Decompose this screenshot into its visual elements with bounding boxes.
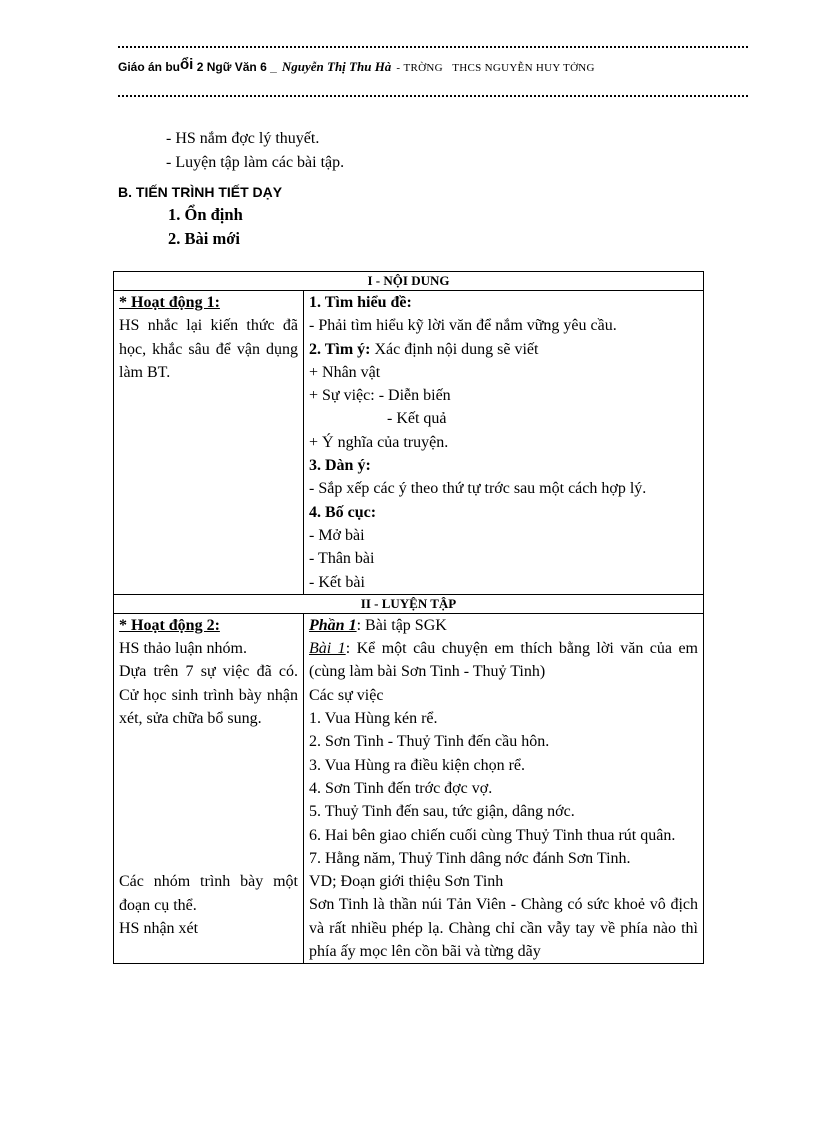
content-line: - Sắp xếp các ý theo thứ tự trớc sau một cách hợp lý. (309, 480, 647, 498)
section-b-heading: B. TIẾN TRÌNH TIẾT DẠY (118, 184, 283, 200)
events-title: Các sự việc (309, 686, 384, 704)
steps-list (168, 203, 243, 251)
content-line: + Ý nghĩa của truyện. (309, 433, 449, 451)
content2-cell (304, 613, 704, 963)
content-line: - Kết bài (309, 573, 365, 591)
header-dotted-rule (118, 95, 748, 97)
exercise-line: Bài 1: Kể một câu chuyện em thích bằng lời văn của em (cùng làm bài Sơn Tinh - Thuỷ Tinh) (309, 640, 698, 681)
intro-item: - Luyện tập làm các bài tập. (166, 154, 345, 171)
event-item: 7. Hằng năm, Thuỷ Tinh dâng nớc đánh Sơn Tinh. (309, 849, 631, 867)
content-line: 2. Tìm ý: Xác định nội dung sẽ viết (309, 340, 539, 358)
content1-cell (304, 291, 704, 595)
part-line: Phần 1: Bài tập SGK (309, 616, 447, 634)
content-line: - Phải tìm hiểu kỹ lời văn để nắm vững yêu cầu. (309, 317, 617, 335)
groups-text: Các nhóm trình bày một đoạn cụ thể. (119, 873, 298, 914)
header-author: Nguyễn Thị Thu Hà (281, 59, 392, 74)
activity2-label: * Hoạt động 2: (119, 616, 220, 634)
event-item: 1. Vua Hùng kén rể. (309, 710, 438, 728)
example-heading: VD; Đoạn giới thiệu Sơn Tinh (309, 873, 504, 891)
header-school-a: TRỜNG (403, 62, 443, 74)
event-item: 2. Sơn Tinh - Thuỷ Tinh đến cầu hôn. (309, 733, 550, 751)
section2-title: II - LUYỆN TẬP (114, 594, 704, 613)
content-heading: 4. Bố cục: (309, 503, 377, 521)
activity1-cell (114, 291, 304, 595)
step-item: 1. Ổn định (168, 205, 243, 224)
activity2-cell (114, 613, 304, 963)
content-line: - Kết quả (387, 410, 447, 428)
header-school-b: THCS NGUYỄN HUY TỞNG (452, 62, 595, 74)
event-item: 4. Sơn Tinh đến trớc đợc vợ. (309, 779, 493, 797)
example-paragraph: Sơn Tinh là thần núi Tản Viên - Chàng có sức khoẻ vô địch và rất nhiều phép lạ. Chàng chỉ cần vẫy tay về phía nào thì phía ấy mọc lên cồn bãi và từng dãy (309, 896, 698, 961)
activity1-label: * Hoạt động 1: (119, 294, 220, 311)
step-item: 2. Bài mới (168, 229, 240, 248)
activity2-line: HS thảo luận nhóm. (119, 640, 247, 658)
content-line: - Mở bài (309, 526, 365, 544)
event-item: 5. Thuỷ Tinh đến sau, tức giận, dâng nớc. (309, 803, 575, 821)
event-item: 3. Vua Hùng ra điều kiện chọn rể. (309, 756, 526, 774)
content-heading: 3. Dàn ý: (309, 457, 371, 475)
activity1-text: HS nhắc lại kiến thức đã học, khắc sâu để vận dụng làm BT. (119, 317, 298, 381)
event-item: 6. Hai bên giao chiến cuối cùng Thuỷ Tinh thua rút quân. (309, 826, 676, 844)
section1-title: I - NỘI DUNG (114, 272, 704, 291)
content-heading: 1. Tìm hiểu đề: (309, 294, 412, 311)
activity2-text: Dựa trên 7 sự việc đã có. Cử học sinh trình bày nhận xét, sửa chữa bổ sung. (119, 663, 298, 728)
content-line: + Sự việc: - Diễn biến (309, 387, 451, 405)
top-dotted-rule (118, 46, 748, 48)
intro-item: - HS nắm đợc lý thuyết. (166, 130, 320, 147)
intro-list (166, 127, 344, 175)
content-line: - Thân bài (309, 550, 375, 568)
content-line: + Nhân vật (309, 363, 381, 381)
lesson-table (113, 271, 704, 964)
page-header: Giáo án buổi 2 Ngữ Văn 6 _ Nguyễn Thị Thu Hà - TRỜNG THCS NGUYỄN HUY TỞNG (118, 56, 595, 74)
header-doc-title: Giáo án buổi 2 Ngữ Văn 6 _ (118, 56, 277, 74)
spacer (119, 730, 298, 870)
hs-comment: HS nhận xét (119, 919, 199, 937)
